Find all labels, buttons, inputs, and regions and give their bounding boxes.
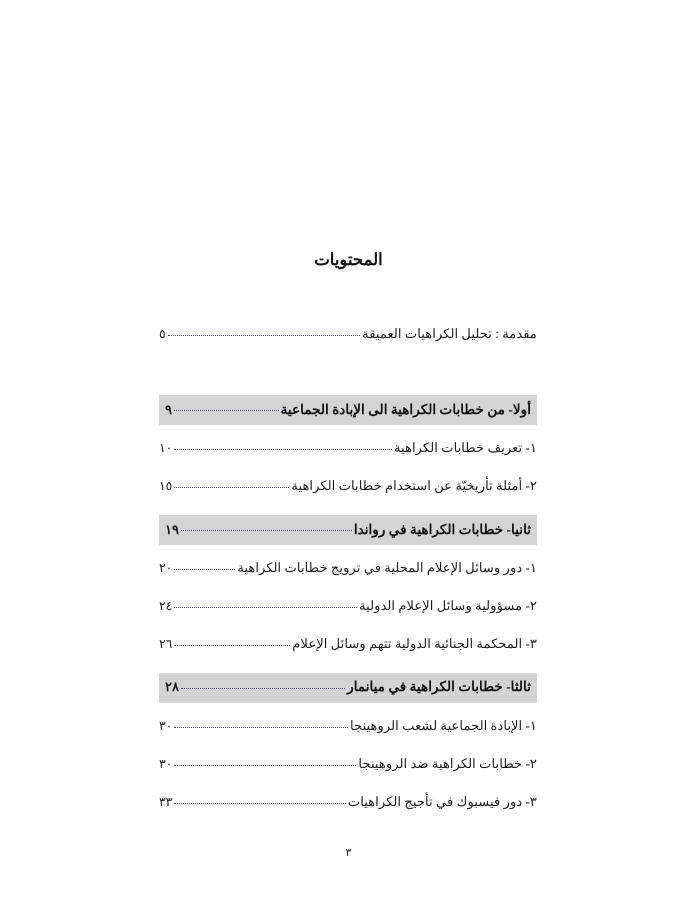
toc-page-number: ٥ [159,327,166,342]
toc-entry-label: ثالثا- خطابات الكراهية في ميانمار [347,679,531,695]
toc-dot-leader [174,793,345,806]
toc-entry[interactable] [159,793,537,811]
toc-section-heading[interactable] [159,395,537,425]
toc-entry-label: ١- الإبادة الجماعية لشعب الروهينجا [350,718,537,733]
toc-entry[interactable] [159,635,537,653]
toc-page-number: ٣٠ [159,719,173,733]
toc-dot-leader [174,755,356,768]
toc-page-number: ٣٠ [159,757,173,771]
toc-dot-leader [181,520,352,534]
toc-dot-leader [174,717,348,730]
toc-entry-label: ٢- خطابات الكراهية ضد الروهينجا [358,756,537,771]
toc-page-number: ٢٠ [159,561,173,576]
toc-dot-leader [168,325,361,338]
toc-page-number: ٢٦ [159,637,173,652]
toc-entry[interactable] [159,597,537,615]
toc-entry-label: ثانيا- خطابات الكراهية في رواندا [353,521,531,537]
toc-entry-label: ٢- أمثلة تأريخيّة عن استخدام خطابات الكراهية [291,478,537,494]
toc-entry-label: ٣- المحكمة الجنائية الدولية تتهم وسائل الإعلام [292,636,537,652]
toc-entry[interactable] [159,477,537,495]
toc-entry[interactable] [159,717,537,735]
toc-dot-leader [174,477,289,490]
toc-page-number: ٣٣ [159,795,173,809]
toc-dot-leader [174,400,279,414]
toc-dot-leader [174,635,290,648]
toc-dot-leader [181,678,345,692]
toc-section-heading[interactable] [159,673,537,703]
toc-page-number: ٩ [165,401,172,417]
toc-entry-label: ١- تعريف خطابات الكراهية [393,440,537,456]
toc-page-number: ١٩ [165,521,179,537]
toc-entry-label: ٣- دور فيسبوك في تأجيج الكراهيات [347,794,537,809]
toc-entry[interactable] [159,559,537,577]
toc-dot-leader [174,597,357,610]
toc-spacer [159,363,537,395]
toc-dot-leader [174,439,392,452]
toc-section-heading[interactable] [159,515,537,545]
toc-entry[interactable] [159,325,537,343]
toc-entry-label: أولا- من خطابات الكراهية الى الإبادة الجماعية [280,401,531,417]
toc-entry-label: ١- دور وسائل الإعلام المحلية في ترويج خطابات الكراهية [237,560,537,576]
toc-dot-leader [174,559,235,572]
folio-page-number: ٣ [345,847,352,859]
toc-page-number: ١٥ [159,479,173,494]
toc-entry-label: مقدمة : تحليل الكراهيات العميقة [362,326,537,342]
toc-page-number: ٢٤ [159,599,173,614]
page-title: المحتويات [314,250,383,269]
toc-entry-label: ٢- مسؤولية وسائل الإعلام الدولية [359,598,537,614]
toc-entry[interactable] [159,755,537,773]
toc-entry[interactable] [159,439,537,457]
toc-page-number: ٢٨ [165,679,179,695]
table-of-contents [159,325,537,831]
toc-page-number: ١٠ [159,441,173,456]
